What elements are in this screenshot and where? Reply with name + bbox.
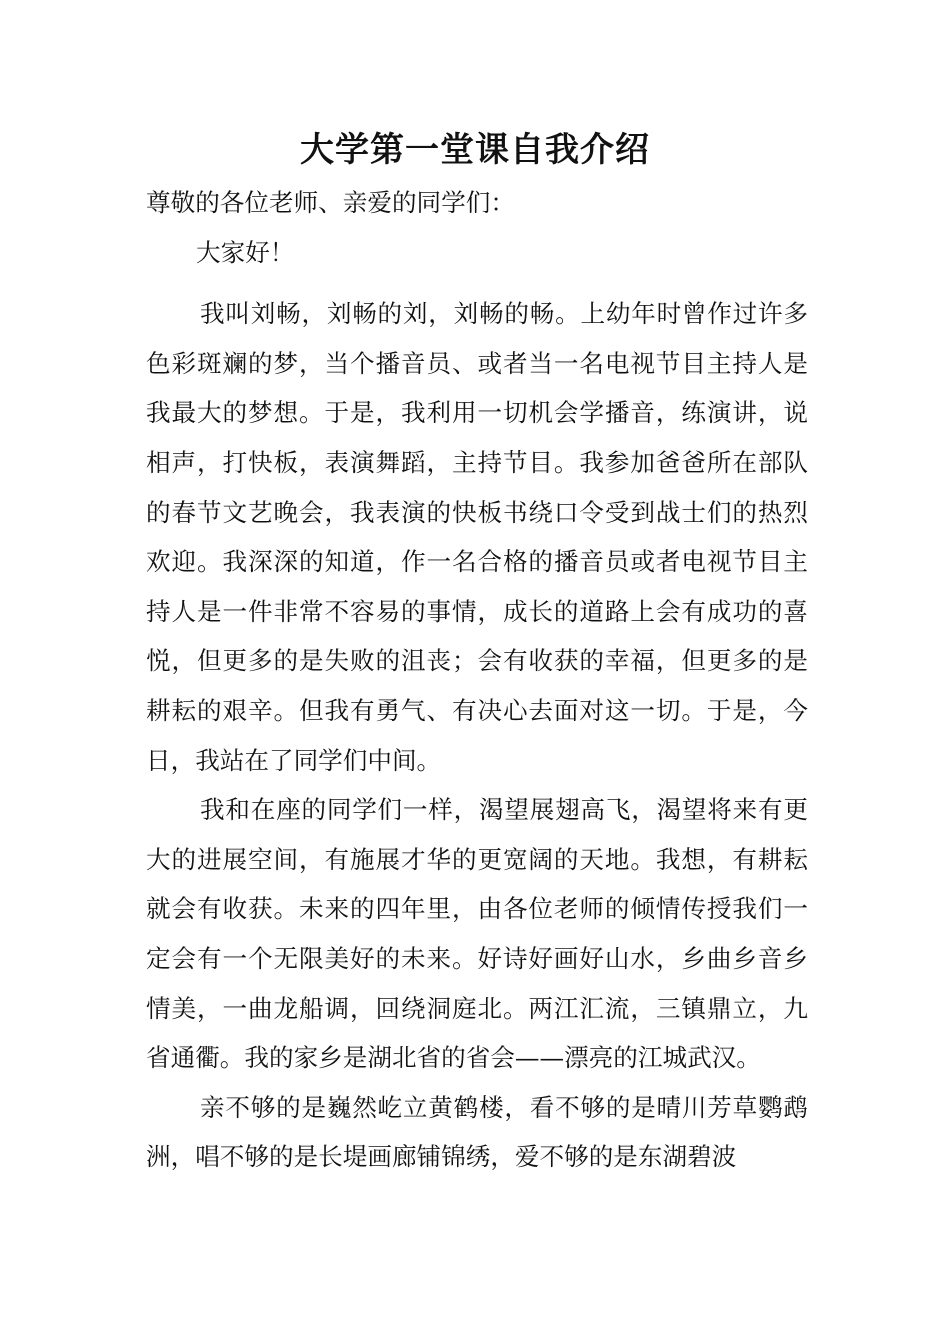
document-body [146, 178, 808, 1182]
paragraph-aspiration: 我和在座的同学们一样，渴望展翅高飞，渴望将来有更大的进展空间，有施展才华的更宽阔的天地。我想，有耕耘就会有收获。未来的四年里，由各位老师的倾情传授我们一定会有一个无限美好的未来。好诗好画好山水，乡曲乡音乡情美，一曲龙船调，回绕洞庭北。两江汇流，三镇鼎立，九省通衢。我的家乡是湖北省的省会——漂亮的江城武汉。 [146, 795, 808, 1073]
paragraph-intro: 我叫刘畅，刘畅的刘，刘畅的畅。上幼年时曾作过许多色彩斑斓的梦，当个播音员、或者当一名电视节目主持人是我最大的梦想。于是，我利用一切机会学播音，练演讲，说相声，打快板，表演舞蹈，主持节目。我参加爸爸所在部队的春节文艺晚会，我表演的快板书绕口令受到战士们的热烈欢迎。我深深的知道，作一名合格的播音员或者电视节目主持人是一件非常不容易的事情，成长的道路上会有成功的喜悦，但更多的是失败的沮丧；会有收获的幸福，但更多的是耕耘的艰辛。但我有勇气、有决心去面对这一切。于是，今日，我站在了同学们中间。 [146, 299, 808, 775]
document-title: 大学第一堂课自我介绍 [300, 130, 650, 170]
paragraph-hometown: 亲不够的是巍然屹立黄鹤楼，看不够的是晴川芳草鹦鹉洲，唱不够的是长堤画廊铺锦绣，爱不够的是东湖碧波 [146, 1092, 808, 1172]
greeting: 大家好！ [196, 237, 295, 267]
salutation: 尊敬的各位老师、亲爱的同学们： [146, 188, 515, 217]
